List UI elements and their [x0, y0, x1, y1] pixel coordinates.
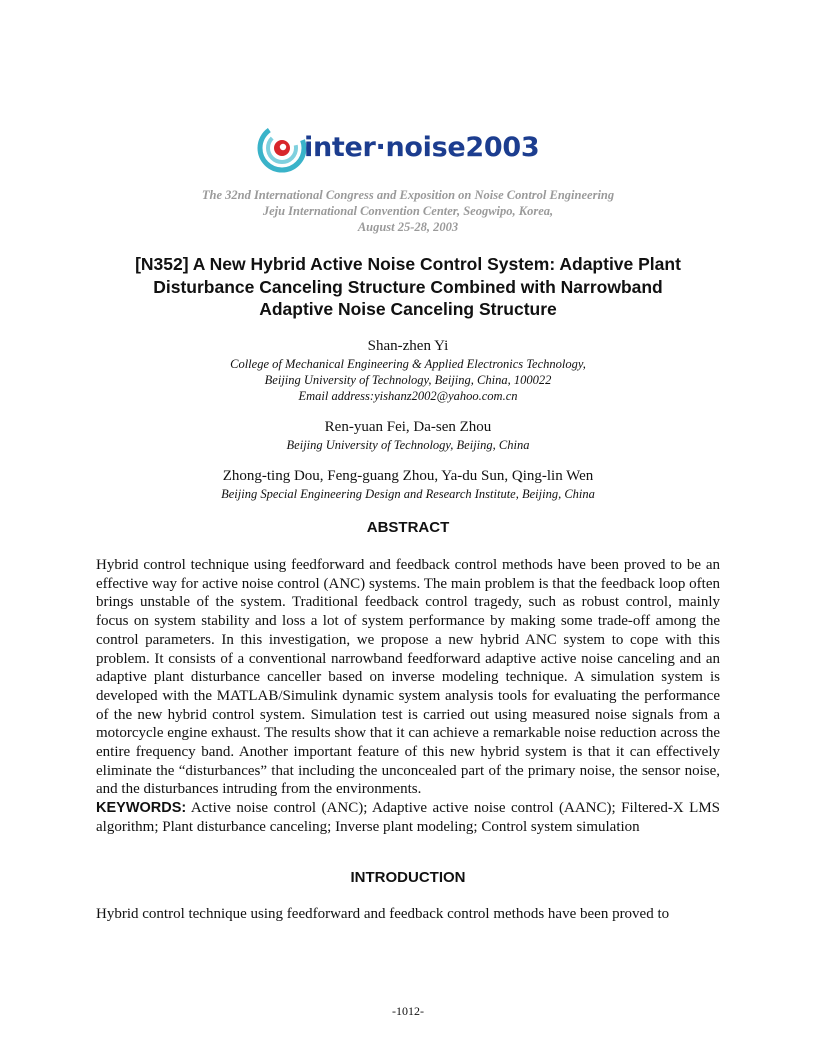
page-number: -1012-	[392, 1004, 424, 1018]
title-line-2: Disturbance Canceling Structure Combined with Narrowband	[153, 276, 663, 297]
logo-wordmark: inter·noise2003	[304, 132, 540, 163]
author-affiliation: Beijing University of Technology, Beijing, China, 100022	[264, 373, 552, 387]
title-line-3: Adaptive Noise Canceling Structure	[259, 299, 557, 319]
abstract-body	[96, 556, 720, 837]
abstract-heading: ABSTRACT	[366, 519, 450, 536]
author-block-2	[0, 418, 816, 453]
author-affiliation: Beijing Special Engineering Design and Research Institute, Beijing, China	[221, 487, 595, 501]
introduction-body	[96, 905, 720, 924]
author-affiliation: Beijing University of Technology, Beijing, China	[286, 438, 530, 452]
author-name: Zhong-ting Dou, Feng-guang Zhou, Ya-du Sun, Qing-lin Wen	[222, 468, 594, 484]
keywords-label: KEYWORDS:	[96, 800, 187, 817]
author-name: Ren-yuan Fei, Da-sen Zhou	[324, 419, 492, 435]
author-block-1	[0, 337, 816, 404]
conference-date: August 25-28, 2003	[357, 220, 459, 234]
introduction-text: Hybrid control technique using feedforward and feedback control methods have been proved to	[96, 906, 670, 922]
conference-logo	[256, 120, 546, 176]
author-block-3	[0, 467, 816, 502]
keywords-text: Active noise control (ANC); Adaptive active noise control (AANC); Filtered-X LMS algorithm; Plant disturbance canceling; Inverse plant modeling; Control system simulation	[96, 800, 720, 835]
conference-venue: Jeju International Convention Center, Seogwipo, Korea,	[262, 204, 554, 218]
paper-title	[96, 253, 720, 321]
author-affiliation: College of Mechanical Engineering & Applied Electronics Technology,	[230, 357, 586, 371]
author-email: Email address:yishanz2002@yahoo.com.cn	[298, 389, 518, 403]
abstract-text: Hybrid control technique using feedforward and feedback control methods have been proved to be an effective way for active noise control (ANC) systems. The main problem is that the feedback loop often brings unstable of the system. Traditional feedback control tragedy, such as robust control, mainly focus on system stability and loss a lot of system performance by making some trade-off among the control parameters. In this investigation, we propose a new hybrid ANC system to cope with this problem. It consists of a conventional narrowband feedforward adaptive active noise canceling and an adaptive plant disturbance canceller based on inverse modeling technique. A simulation system is developed with the MATLAB/Simulink dynamic system analysis tools for evaluating the performance of the new hybrid control system. Simulation test is carried out using measured noise signals from a motorcycle engine exhaust. The results show that it can achieve a remarkable noise reduction across the entire frequency band. Another important feature of this new hybrid system is that it can effectively eliminate the “disturbances” that including the unconcealed part of the primary noise, the sensor noise, and the disturbances intruding from the environments.	[96, 557, 720, 798]
conference-name: The 32nd International Congress and Exposition on Noise Control Engineering	[201, 188, 615, 202]
author-name: Shan-zhen Yi	[367, 338, 449, 354]
introduction-heading: INTRODUCTION	[350, 869, 466, 886]
conference-info	[0, 187, 816, 235]
title-line-1: [N352] A New Hybrid Active Noise Control System: Adaptive Plant	[135, 254, 681, 274]
